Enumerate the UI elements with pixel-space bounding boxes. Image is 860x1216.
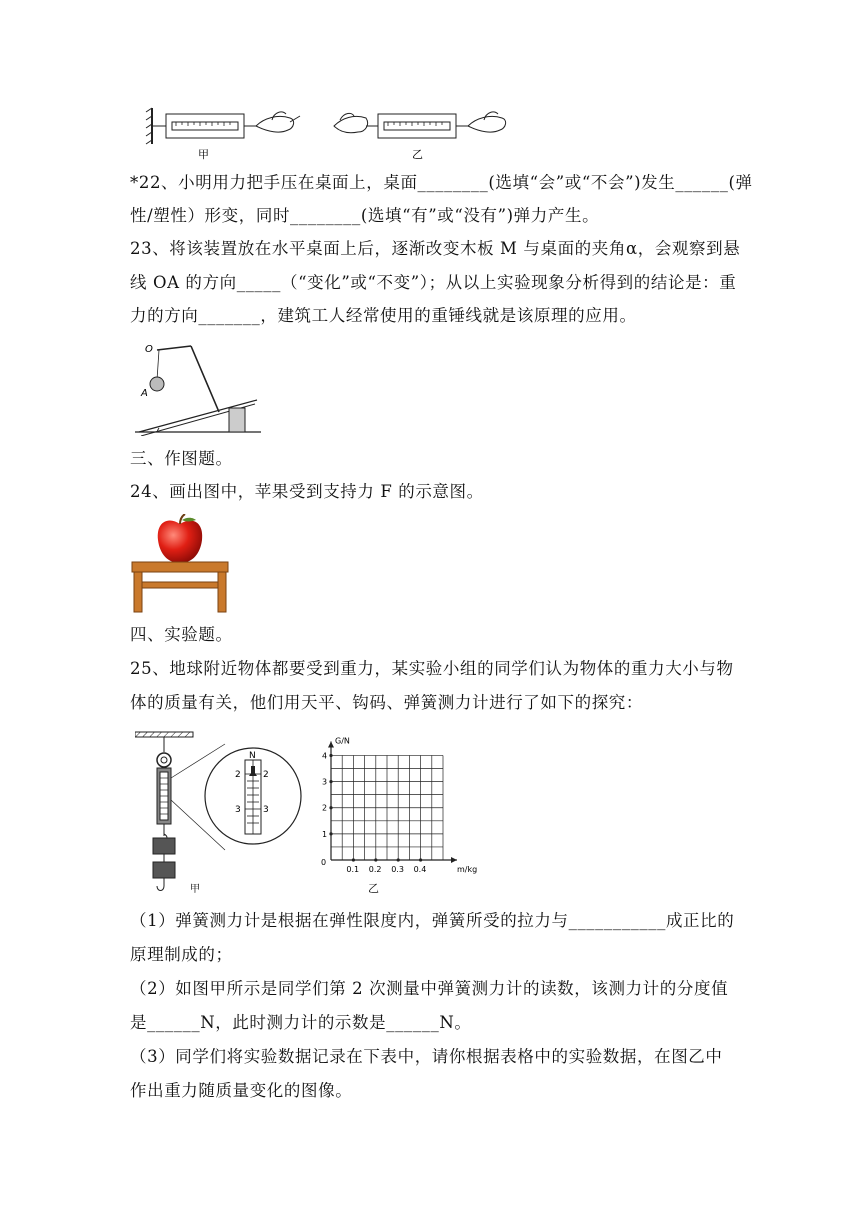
y-axis-arrow [328,741,334,747]
dial-tick-left-3: 3 [235,805,241,815]
x-tick-mark [397,858,400,861]
dial-tick-left-2: 2 [235,770,241,780]
dial-tick-right-2: 2 [263,770,269,780]
y-tick-label: 1 [322,829,328,839]
spring-scale-figure [135,730,305,895]
x-tick-label: 0.4 [413,865,427,874]
origin-label: 0 [321,858,327,867]
y-tick-label: 3 [322,777,328,787]
q23-line-1: 23、将该装置放在水平桌面上后，逐渐改变木板 M 与桌面的夹角α，会观察到悬 [130,239,741,258]
y-tick-label: 2 [322,803,328,813]
y-axis-label: G/N [335,736,350,746]
x-axis-arrow [451,857,457,863]
figure-label-jia: 甲 [198,148,209,161]
q25-line-2: 体的质量有关，他们用天平、钩码、弹簧测力计进行了如下的探究： [130,693,643,712]
q25-sub1-line-2: 原理制成的； [130,945,233,964]
q25-sub2-line-2: 是______N，此时测力计的示数是______N。 [130,1013,472,1032]
q22-line-1: *22、小明用力把手压在桌面上，桌面________(选填“会”或“不会”)发生______(弹 [130,173,753,192]
q23-line-2: 线 OA 的方向_____（“变化”或“不变”）；从以上实验现象分析得到的结论是：重 [130,273,737,292]
q23-line-3: 力的方向_______，建筑工人经常使用的重锤线就是该原理的应用。 [130,306,637,325]
dial-unit: N [249,751,256,761]
x-tick-label: 0.1 [346,865,360,874]
dial-tick-right-3: 3 [263,805,269,815]
x-tick-mark [352,858,355,861]
g-m-chart [315,728,485,883]
q25-sub2-line-1: （2）如图甲所示是同学们第 2 次测量中弹簧测力计的读数，该测力计的分度值 [130,979,729,998]
y-tick-mark [329,832,332,835]
section-4-heading: 四、实验题。 [130,625,233,644]
x-tick-label: 0.2 [368,865,382,874]
figure-label-yi-2: 乙 [368,882,379,895]
y-tick-mark [329,780,332,783]
spring-scale-pair-figure [140,100,530,170]
x-axis-label: m/kg [457,865,478,874]
q25-sub1-line-1: （1）弹簧测力计是根据在弹性限度内，弹簧所受的拉力与___________成正比的 [130,911,735,930]
section-3-heading: 三、作图题。 [130,449,233,468]
q25-sub3-line-1: （3）同学们将实验数据记录在下表中，请你根据表格中的实验数据，在图乙中 [130,1047,723,1066]
x-tick-mark [374,858,377,861]
y-tick-mark [329,754,332,757]
label-o: O [145,344,153,355]
q24-text: 24、画出图中，苹果受到支持力 F 的示意图。 [130,482,484,501]
q25-line-1: 25、地球附近物体都要受到重力，某实验小组的同学们认为物体的重力大小与物 [130,659,734,678]
label-a: A [141,388,148,399]
figure-label-jia-2: 甲 [190,884,200,895]
q22-line-2: 性/塑性）形变，同时________(选填“有”或“没有”)弹力产生。 [130,206,600,225]
q25-sub3-line-2: 作出重力随质量变化的图像。 [130,1081,353,1100]
x-tick-mark [419,858,422,861]
y-tick-mark [329,806,332,809]
apple-on-table-figure [130,514,230,614]
incline-plumb-figure [135,340,265,436]
figure-label-yi: 乙 [412,148,423,161]
y-tick-label: 4 [322,751,328,761]
x-tick-label: 0.3 [391,865,404,874]
